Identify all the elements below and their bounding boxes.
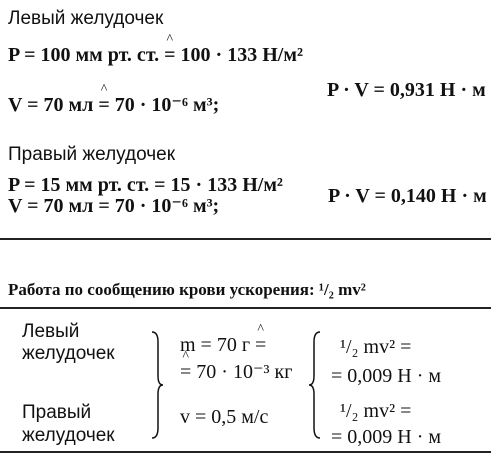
right-ventricle-volume-line: V = 70 мл = 70 · 10⁻⁶ м³; — [8, 195, 220, 217]
velocity-line: v = 0,5 м/с — [180, 406, 269, 428]
ke-right-line1: ¹/₂ mv² = — [340, 400, 412, 422]
divider-middle — [0, 307, 491, 309]
approx-equal-sign: ^ = — [164, 45, 175, 65]
divider-top — [0, 238, 491, 240]
right-label-line2: желудочек — [22, 425, 115, 446]
opening-brace — [308, 330, 322, 440]
ke-left-line2: = 0,009 Н · м — [331, 365, 442, 387]
left-ventricle-volume-line — [8, 95, 219, 115]
right-ventricle-pressure-line: P = 15 мм рт. ст. = 15 · 133 Н/м² — [8, 174, 283, 196]
left-ventricle-heading: Левый желудочек — [8, 8, 164, 29]
mass-approx-equal: ^ = — [255, 335, 266, 355]
acceleration-heading: Работа по сообщению крови ускорения: ¹/₂ mv² — [8, 280, 366, 299]
right-label-line1: Правый — [22, 402, 92, 423]
left-label-line2: желудочек — [22, 343, 115, 364]
divider-bottom — [0, 451, 491, 453]
ke-right-line2: = 0,009 Н · м — [331, 426, 442, 448]
mass-line — [180, 335, 266, 355]
volume-prefix: V = 70 мл — [8, 94, 99, 116]
mass-line-2 — [180, 362, 292, 382]
right-ventricle-result: P · V = 0,140 Н · м — [328, 185, 487, 207]
closing-brace — [150, 330, 164, 440]
pressure-prefix: P = 100 мм рт. ст. — [8, 44, 165, 66]
pressure-suffix: 100 · 133 Н/м² — [175, 44, 303, 66]
left-ventricle-result: P · V = 0,931 Н · м — [327, 79, 486, 101]
left-ventricle-pressure-line — [8, 45, 303, 65]
mass-line2-suffix: 70 · 10⁻³ кг — [191, 361, 293, 383]
approx-equal-sign-2: ^ = — [98, 95, 109, 115]
volume-suffix: 70 · 10⁻⁶ м³; — [109, 94, 220, 116]
mass-prefix: m = 70 г — [180, 334, 256, 356]
mass-line2-approx-equal: ^ = — [180, 362, 191, 382]
ke-left-line1: ¹/₂ mv² = — [340, 336, 412, 358]
right-ventricle-heading: Правый желудочек — [8, 144, 176, 165]
left-label-line1: Левый — [22, 321, 80, 342]
